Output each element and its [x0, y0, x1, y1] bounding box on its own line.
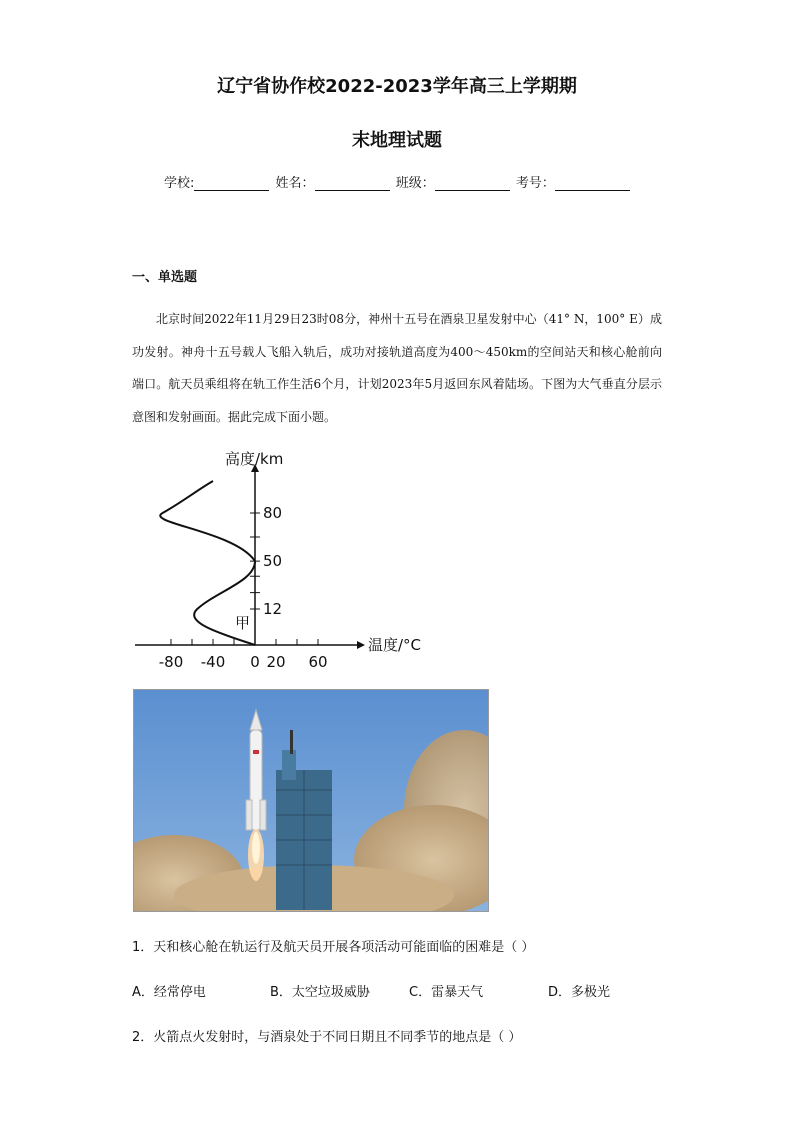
- option-c[interactable]: C．雷暴天气: [409, 985, 484, 1000]
- passage-text: 北京时间2022年11月29日23时08分，神州十五号在酒泉卫星发射中心（41° N，100° E）成功发射。神舟十五号载人飞船入轨后，成功对接轨道高度为400～450km的空间站天和核心舱前向端口。航天员乘组将在轨工作生活6个月，计划2023年5月返回东风着陆场。下图为大气垂直分层示意图和发射画面。据此完成下面小题。: [132, 312, 662, 424]
- option-d[interactable]: D．多极光: [548, 985, 611, 1000]
- x-axis-label: 温度/°C: [368, 636, 422, 654]
- class-label: 班级：: [395, 176, 435, 191]
- x-tick-label: 20: [266, 653, 286, 671]
- atmosphere-chart: [125, 440, 445, 680]
- y-axis-label: 高度/km: [225, 450, 284, 468]
- option-b[interactable]: B．太空垃圾威胁: [270, 985, 370, 1000]
- x-tick-label: 0: [250, 653, 260, 671]
- question-1: 1．天和核心舱在轨运行及航天员开展各项活动可能面临的困难是（ ）: [132, 940, 535, 955]
- x-tick-label: -40: [200, 653, 226, 671]
- x-tick-label: 60: [308, 653, 328, 671]
- class-blank[interactable]: [435, 177, 510, 191]
- passage: [132, 303, 662, 433]
- student-info-fields: [164, 172, 632, 191]
- option-a[interactable]: A．经常停电: [132, 985, 206, 1000]
- y-tick-label: 12: [263, 600, 283, 618]
- exam-title-line2: 末地理试题: [352, 130, 442, 151]
- exam-title-line1: 辽宁省协作校2022-2023学年高三上学期期: [217, 76, 577, 97]
- school-label: 学校:: [164, 176, 195, 191]
- school-blank[interactable]: [194, 177, 269, 191]
- rocket-launch-image: [134, 690, 489, 912]
- y-tick-label: 80: [263, 504, 283, 522]
- section-title: 一、单选题: [132, 270, 198, 285]
- question-2: 2．火箭点火发射时，与酒泉处于不同日期且不同季节的地点是（ ）: [132, 1030, 522, 1045]
- exam-number-blank[interactable]: [555, 177, 630, 191]
- y-tick-label: 50: [263, 552, 283, 571]
- x-axis-arrow: [357, 641, 365, 649]
- exam-number-label: 考号：: [515, 176, 555, 191]
- x-tick-label: -80: [158, 653, 184, 671]
- launch-photo: [133, 689, 489, 912]
- layer-label-jia: 甲: [235, 614, 251, 632]
- name-blank[interactable]: [315, 177, 390, 191]
- name-label: 姓名：: [275, 176, 315, 191]
